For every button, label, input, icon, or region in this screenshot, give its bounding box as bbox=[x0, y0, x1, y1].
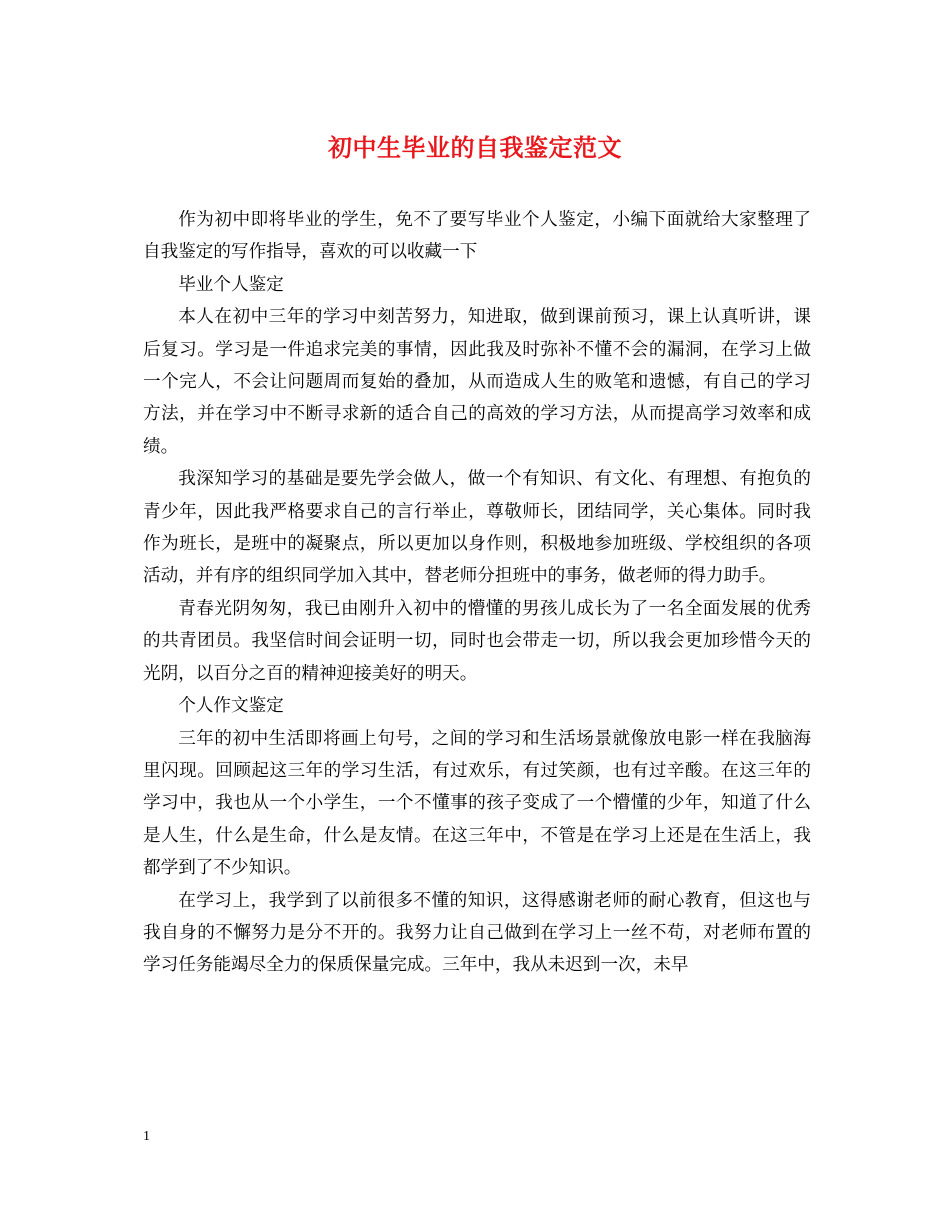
document-body bbox=[143, 204, 811, 982]
page-number: 1 bbox=[143, 1129, 150, 1144]
document-title: 初中生毕业的自我鉴定范文 bbox=[328, 133, 622, 162]
body-paragraph: 青春光阴匆匆，我已由刚升入初中的懵懂的男孩儿成长为了一名全面发展的优秀的共青团员。我坚信时间会证明一切，同时也会带走一切，所以我会更加珍惜今天的光阴，以百分之百的精神迎接美好的明天。 bbox=[143, 598, 811, 684]
section-heading-essay: 个人作文鉴定 bbox=[178, 696, 284, 717]
intro-paragraph: 作为初中即将毕业的学生，免不了要写毕业个人鉴定，小编下面就给大家整理了自我鉴定的写作指导，喜欢的可以收藏一下 bbox=[143, 210, 811, 263]
body-paragraph: 在学习上，我学到了以前很多不懂的知识，这得感谢老师的耐心教育，但这也与我自身的不懈努力是分不开的。我努力让自己做到在学习上一丝不苟，对老师布置的学习任务能竭尽全力的保质保量完成。三年中，我从未迟到一次，未早 bbox=[143, 890, 811, 976]
body-paragraph: 我深知学习的基础是要先学会做人，做一个有知识、有文化、有理想、有抱负的青少年，因此我严格要求自己的言行举止，尊敬师长，团结同学，关心集体。同时我作为班长，是班中的凝聚点，所以更加以身作则，积极地参加班级、学校组织的各项活动，并有序的组织同学加入其中，替老师分担班中的事务，做老师的得力助手。 bbox=[143, 469, 811, 587]
body-paragraph: 本人在初中三年的学习中刻苦努力，知进取，做到课前预习，课上认真听讲，课后复习。学习是一件追求完美的事情，因此我及时弥补不懂不会的漏洞，在学习上做一个完人，不会让问题周而复始的叠加，从而造成人生的败笔和遗憾，有自己的学习方法，并在学习中不断寻求新的适合自己的高效的学习方法，从而提高学习效率和成绩。 bbox=[143, 307, 811, 457]
body-paragraph: 三年的初中生活即将画上句号，之间的学习和生活场景就像放电影一样在我脑海里闪现。回顾起这三年的学习生活，有过欢乐，有过笑颜，也有过辛酸。在这三年的学习中，我也从一个小学生，一个不懂事的孩子变成了一个懵懂的少年，知道了什么是人生，什么是生命，什么是友情。在这三年中，不管是在学习上还是在生活上，我都学到了不少知识。 bbox=[143, 728, 811, 879]
section-heading-graduation: 毕业个人鉴定 bbox=[178, 274, 284, 295]
